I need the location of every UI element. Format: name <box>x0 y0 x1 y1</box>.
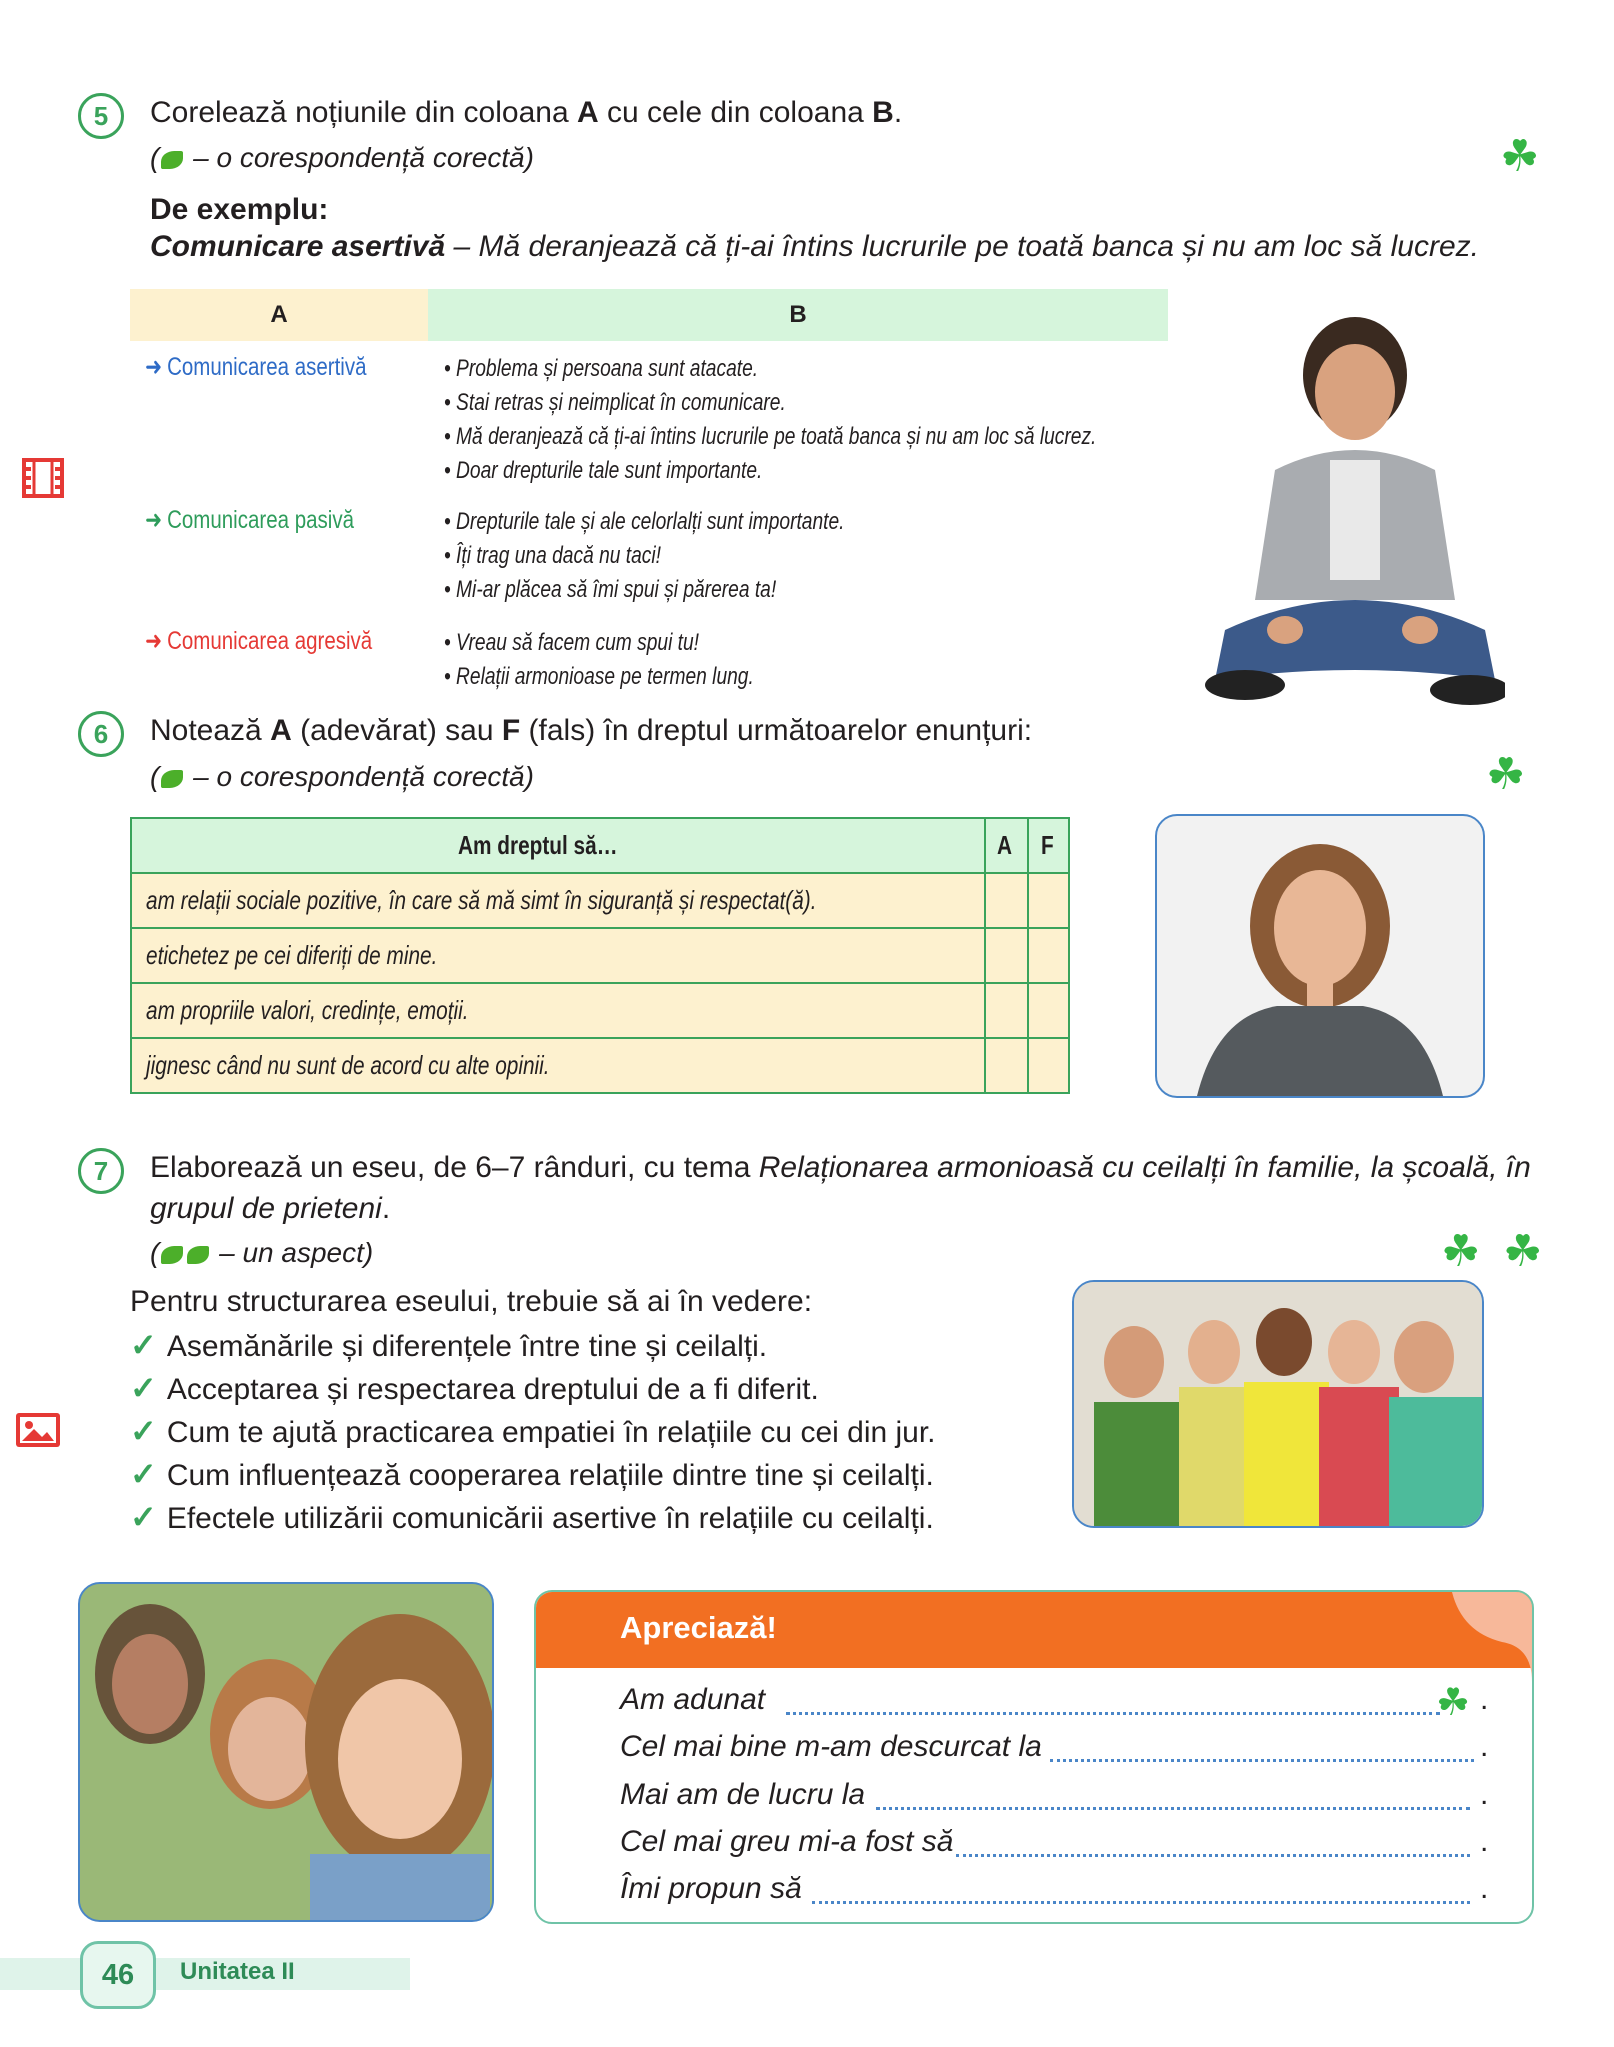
exercise-7-score: ( – un aspect) <box>150 1237 374 1268</box>
table-row <box>131 928 1069 983</box>
table5-a-item <box>145 505 354 535</box>
statement-text: etichetez pe cei diferiți de mine. <box>146 940 438 970</box>
clover-icon: ☘ <box>1436 1682 1471 1724</box>
answer-blank[interactable] <box>1050 1759 1474 1762</box>
prompt-text: . <box>893 96 903 129</box>
statement-text: jignesc când nu sunt de acord cu alte opinii. <box>146 1050 550 1080</box>
statement-cell <box>131 873 985 928</box>
clover-icon: ☘ <box>1500 132 1540 181</box>
answer-blank[interactable] <box>786 1712 1440 1715</box>
leaf-icon <box>161 1246 183 1264</box>
exercise-7-prompt-line1 <box>150 1149 1531 1187</box>
leaf-icon <box>161 151 183 169</box>
example-term: Comunicare asertivă <box>150 230 446 263</box>
image-icon[interactable] <box>16 1413 60 1452</box>
line-end-dot: . <box>1480 1778 1489 1811</box>
b-item: • Stai retras și neimplicat în comunicare. <box>444 389 786 416</box>
answer-cell-a[interactable] <box>985 928 1028 983</box>
b-item: • Mă deranjează că ți-ai întins lucrurile pe toată banca și nu am loc să lucrez. <box>444 423 1097 450</box>
score-text: – o corespondență corectă <box>193 142 525 173</box>
leaf-icon <box>161 770 183 788</box>
table5-col-a-label: A <box>270 301 288 328</box>
answer-cell-f[interactable] <box>1028 928 1069 983</box>
header-label: Am dreptul să… <box>458 830 618 860</box>
answer-cell-a[interactable] <box>985 1038 1028 1093</box>
clover-icon: ☘ <box>1441 1227 1481 1276</box>
assessment-line-label: Am adunat <box>620 1683 766 1716</box>
photo-group-of-friends <box>1072 1280 1484 1528</box>
header-a-label: A <box>997 830 1013 860</box>
prompt-text: . <box>381 1192 391 1225</box>
table5-a-item <box>145 626 372 656</box>
prompt-text: Elaborează un eseu, de 6–7 rânduri, cu tema <box>150 1151 759 1184</box>
prompt-text: Notează <box>150 714 271 747</box>
checkmark-icon: ✓ <box>130 1456 157 1492</box>
table5-b-group-1 <box>444 352 1096 488</box>
statement-cell <box>131 928 985 983</box>
header-f-label: F <box>1040 830 1054 860</box>
table6-header-f <box>1028 818 1069 873</box>
photo-girl-portrait <box>1155 814 1485 1098</box>
a-item-label: Comunicarea pasivă <box>167 506 354 534</box>
table5-header-b <box>428 289 1168 341</box>
assessment-line-label: Cel mai bine m-am descurcat la <box>620 1730 1042 1763</box>
prompt-theme: Relaționarea armonioasă cu ceilalți în familie, la școală, în <box>758 1151 1531 1184</box>
example-sentence: – Mă deranjează că ți-ai întins lucrurile pe toată banca și nu am loc să lucrez. <box>445 230 1479 263</box>
arrow-right-icon: ➜ <box>145 627 163 655</box>
prompt-text: Corelează noțiunile din coloana <box>150 96 577 129</box>
list-item <box>130 1326 767 1366</box>
table-row <box>131 873 1069 928</box>
list-item-text: Acceptarea și respectarea dreptului de a fi diferit. <box>166 1373 819 1406</box>
table-row <box>131 1038 1069 1093</box>
list-item <box>130 1498 934 1538</box>
assessment-line-label: Mai am de lucru la <box>620 1778 866 1811</box>
answer-cell-f[interactable] <box>1028 873 1069 928</box>
checkmark-icon: ✓ <box>130 1370 157 1406</box>
clover-icon: ☘ <box>1486 750 1526 799</box>
prompt-text: cu cele din coloana <box>598 96 873 129</box>
answer-blank[interactable] <box>812 1901 1470 1904</box>
line-end-dot: . <box>1480 1730 1489 1763</box>
checkmark-icon: ✓ <box>130 1413 157 1449</box>
prompt-col-a: A <box>576 96 599 129</box>
checkmark-icon: ✓ <box>130 1327 157 1363</box>
prompt-text: (fals) în dreptul următoarelor enunțuri: <box>520 714 1033 747</box>
table5-col-b-label: B <box>789 301 807 328</box>
table-row <box>131 983 1069 1038</box>
arrow-right-icon: ➜ <box>145 353 163 381</box>
line-end-dot: . <box>1480 1825 1489 1858</box>
answer-blank[interactable] <box>956 1854 1470 1857</box>
answer-cell-a[interactable] <box>985 873 1028 928</box>
list-item <box>130 1369 819 1409</box>
self-assessment-box <box>534 1590 1534 1924</box>
table5-b-group-2 <box>444 505 845 607</box>
corner-decoration <box>1442 1592 1532 1682</box>
arrow-right-icon: ➜ <box>145 506 163 534</box>
statement-text: am relații sociale pozitive, în care să mă simt în siguranță și respectat(ă). <box>146 885 817 915</box>
line-end-dot: . <box>1480 1683 1489 1716</box>
table6-header-a <box>985 818 1028 873</box>
statement-text: am propriile valori, credințe, emoții. <box>146 995 469 1025</box>
exercise-7-prompt-line2 <box>150 1190 390 1228</box>
b-item: • Mi-ar plăcea să îmi spui și părerea ta! <box>444 576 777 603</box>
answer-cell-a[interactable] <box>985 983 1028 1038</box>
a-item-label: Comunicarea asertivă <box>167 353 367 381</box>
b-item: • Doar drepturile tale sunt importante. <box>444 457 763 484</box>
list-item-text: Efectele utilizării comunicării asertive în relațiile cu ceilalți. <box>166 1502 934 1535</box>
score-text: – un aspect <box>219 1237 364 1268</box>
exercise-7-number: 7 <box>78 1148 124 1194</box>
example-label: De exemplu: <box>150 193 329 226</box>
clover-icon: ☘ <box>1503 1227 1543 1276</box>
prompt-f: F <box>501 714 521 747</box>
b-item: • Relații armonioase pe termen lung. <box>444 663 754 690</box>
prompt-a: A <box>270 714 292 747</box>
assessment-line-label: Cel mai greu mi-a fost să <box>620 1825 954 1858</box>
prompt-theme: grupul de prieteni <box>150 1192 382 1225</box>
answer-cell-f[interactable] <box>1028 1038 1069 1093</box>
example-text <box>150 228 1479 266</box>
list-item-text: Cum influențează cooperarea relațiile dintre tine și ceilalți. <box>166 1459 934 1492</box>
prompt-col-b: B <box>872 96 894 129</box>
table5-header-a <box>130 289 428 341</box>
b-item: • Îți trag una dacă nu taci! <box>444 542 661 569</box>
b-item: • Drepturile tale și ale celorlalți sunt importante. <box>444 508 845 535</box>
photo-boy-sitting <box>1205 300 1505 720</box>
b-item: • Vreau să facem cum spui tu! <box>444 629 700 656</box>
list-item <box>130 1412 936 1452</box>
table5-a-item <box>145 352 367 382</box>
table6 <box>130 817 1070 1094</box>
table6-header-statement <box>131 818 985 873</box>
leaf-icon <box>187 1246 209 1264</box>
line-end-dot: . <box>1480 1872 1489 1905</box>
answer-blank[interactable] <box>876 1807 1470 1810</box>
exercise-5-score: ( – o corespondență corectă) <box>150 142 534 173</box>
exercise-6-prompt <box>150 712 1032 750</box>
exercise-7-intro: Pentru structurarea eseului, trebuie să ai în vedere: <box>130 1285 813 1318</box>
list-item <box>130 1455 934 1495</box>
table5-b-group-3 <box>444 626 754 694</box>
exercise-6-number: 6 <box>78 711 124 757</box>
exercise-5-prompt <box>150 94 902 132</box>
statement-cell <box>131 1038 985 1093</box>
checkmark-icon: ✓ <box>130 1499 157 1535</box>
statement-cell <box>131 983 985 1038</box>
exercise-6-score: ( – o corespondență corectă) <box>150 761 534 792</box>
answer-cell-f[interactable] <box>1028 983 1069 1038</box>
list-item-text: Cum te ajută practicarea empatiei în relațiile cu cei din jur. <box>166 1416 936 1449</box>
score-text: – o corespondență corectă <box>193 761 525 792</box>
assessment-line-label: Îmi propun să <box>620 1872 802 1905</box>
film-icon[interactable] <box>22 458 64 503</box>
page-number: 46 <box>80 1941 156 2009</box>
a-item-label: Comunicarea agresivă <box>167 627 373 655</box>
table6-header-row <box>131 818 1069 873</box>
list-item-text: Asemănările și diferențele între tine și ceilalți. <box>166 1330 768 1363</box>
b-item: • Problema și persoana sunt atacate. <box>444 355 759 382</box>
photo-three-girls <box>78 1582 494 1922</box>
unit-label: Unitatea II <box>180 1958 295 1985</box>
prompt-text: (adevărat) sau <box>291 714 502 747</box>
self-assessment-title: Apreciază! <box>620 1610 777 1645</box>
exercise-5-number: 5 <box>78 93 124 139</box>
